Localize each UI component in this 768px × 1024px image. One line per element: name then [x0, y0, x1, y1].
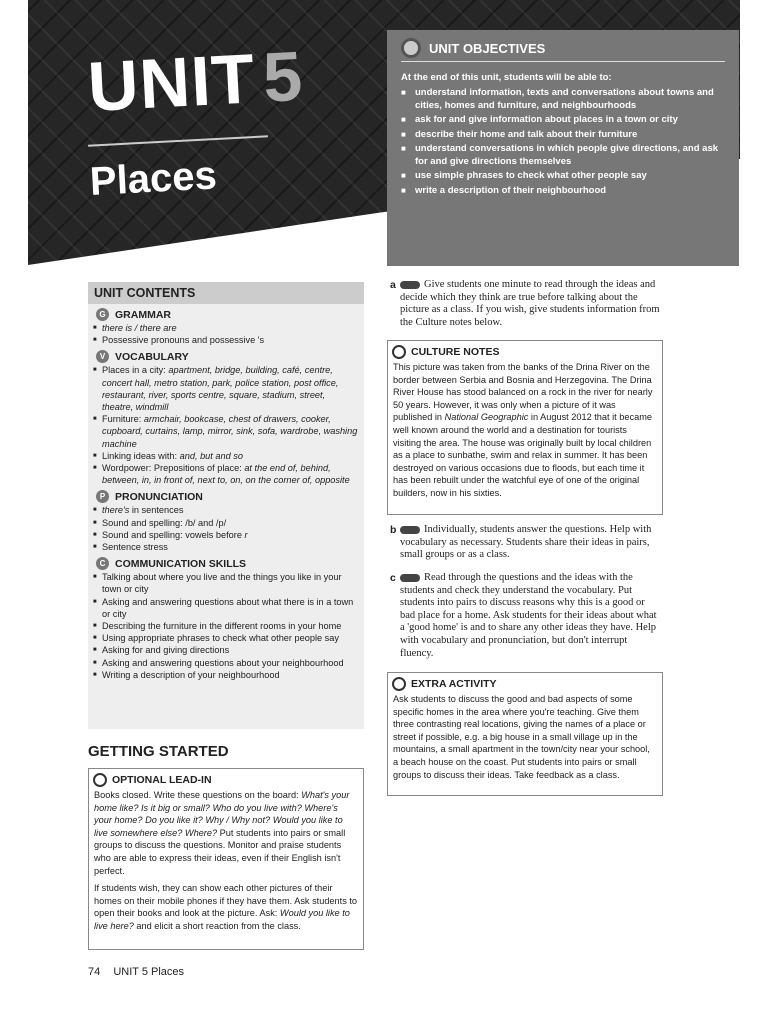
task-letter: b: [390, 524, 397, 536]
pronunciation-heading: [96, 490, 364, 503]
text-run-italic: What's your home like? Is it big or small? Who do you live with? Where's your home? Do you like it? Why / Why not? Would you like to live somewhere else? Where?: [94, 790, 350, 838]
speech-icon: [400, 281, 420, 289]
vocabulary-item: [102, 364, 358, 413]
lead-in-heading: [93, 773, 363, 787]
text-run-italic: National Geographic: [444, 412, 529, 423]
grammar-item: ■ there is / there are: [102, 322, 358, 334]
task-letter: a: [390, 279, 396, 291]
communication-item: ■ Describing the furniture in the different rooms in your home: [102, 620, 358, 632]
item-prefix: Wordpower: Prepositions of place:: [102, 463, 245, 474]
text-run: Books closed. Write these questions on the board:: [94, 790, 302, 800]
communication-list: [88, 571, 364, 681]
item-words: there's: [102, 505, 130, 516]
task-letter: c: [390, 572, 396, 584]
communication-heading: [96, 557, 364, 570]
page-footer: [88, 966, 184, 978]
pronunciation-icon: P: [96, 490, 109, 503]
item-prefix: Furniture:: [102, 414, 144, 425]
item-suffix: in sentences: [129, 505, 184, 516]
vocabulary-icon: V: [96, 350, 109, 363]
text-run: If students wish, they can show each other pictures of their homes on their mobile phones if they have them. Ask students to open their books and look at the picture. Ask:: [94, 883, 358, 919]
item-prefix: Linking ideas with:: [102, 450, 180, 461]
culture-heading: [392, 345, 662, 359]
grammar-title: GRAMMAR: [115, 308, 171, 321]
speech-icon: [400, 574, 420, 582]
vocabulary-item: [102, 450, 358, 462]
communication-title: COMMUNICATION SKILLS: [115, 557, 247, 570]
lead-in-title: OPTIONAL LEAD-IN: [112, 774, 212, 786]
culture-notes-box: [387, 340, 663, 515]
objectives-list: [401, 87, 725, 197]
pronunciation-item: ■ Sentence stress: [102, 541, 358, 553]
grammar-heading: [96, 308, 364, 321]
pronunciation-item: ■ Sound and spelling: /b/ and /p/: [102, 517, 358, 529]
objective-item: ■ describe their home and talk about their furniture: [401, 129, 725, 142]
objectives-title: UNIT OBJECTIVES: [429, 40, 546, 56]
text-run: Put students into pairs or small groups to discuss the questions. Monitor and praise students who are able to express their ideas, even if their English isn't perfect.: [94, 827, 346, 876]
task-c: [390, 572, 662, 660]
lead-in-paragraph: [94, 789, 358, 877]
unit-contents-panel: [88, 282, 364, 729]
extra-title: EXTRA ACTIVITY: [411, 678, 497, 690]
vocabulary-title: VOCABULARY: [115, 350, 189, 363]
pronunciation-list: [88, 504, 364, 553]
task-text: Individually, students answer the questions. Help with vocabulary as necessary. Students share their ideas in pairs, small groups or as a class.: [400, 524, 652, 561]
vocabulary-heading: [96, 350, 364, 363]
communication-item: ■ Talking about where you live and the things you like in your town or city: [102, 571, 358, 595]
globe-icon: [392, 345, 406, 359]
footer-label: UNIT 5 Places: [113, 966, 185, 978]
item-words: at the end of, behind, between, in, in front of, next to, on, on the corner of, opposite: [102, 463, 350, 486]
culture-text: [393, 361, 657, 500]
optional-lead-in-box: [88, 768, 364, 950]
communication-item: ■ Asking and answering questions about your neighbourhood: [102, 657, 358, 669]
objective-item: ■ understand information, texts and conversations about towns and cities, homes and furniture, and neighbourhoods: [401, 87, 725, 112]
communication-item: ■ Asking for and giving directions: [102, 644, 358, 656]
text-run: This picture was taken from the banks of the Drina River on the border between Serbia and Bosnia and Herzegovina. The Drina River House has stood balanced on a rock in the river for nearly 50 years. However, it was only when a picture of it was published in: [393, 362, 653, 423]
lightbulb-icon: [93, 773, 107, 787]
grammar-item: ■ Possessive pronouns and possessive 's: [102, 334, 358, 346]
extra-text: Ask students to discuss the good and bad aspects of some specific homes in the area where you're teaching. Give them three contrasting real locations, giving the names of a place or street if possible, e.g. a big house in a small village up in the mountains, a small apartment in the town/city near your school, a beach house on the coast. Put students into pairs or small groups to discuss their ideas. Take feedback as a class.: [393, 694, 650, 780]
text-run: and elicit a short reaction from the class.: [133, 920, 301, 931]
speech-icon: [400, 526, 420, 534]
grammar-icon: G: [96, 308, 109, 321]
unit-name: Places: [88, 153, 218, 204]
task-text: Read through the questions and the ideas with the students and check they understand the vocabulary. Put students into pairs to discuss reasons why this is a good or bad place for a home. Ask students for their ideas about what a 'good home' is and to share any other ideas they have. Help with vocabulary and pronunciation, but don't interrupt fluency.: [400, 572, 657, 659]
pronunciation-item: [102, 529, 358, 541]
task-b: [390, 524, 662, 562]
pronunciation-title: PRONUNCIATION: [115, 490, 203, 503]
communication-icon: C: [96, 557, 109, 570]
unit-number: 5: [261, 36, 305, 117]
vocabulary-item: [102, 462, 358, 486]
text-run-italic: Would you like to live here?: [94, 908, 350, 931]
communication-item: ■ Writing a description of your neighbourhood: [102, 669, 358, 681]
item-words: armchair, bookcase, chest of drawers, cooker, cupboard, curtains, lamp, mirror, sink, sofa, wardrobe, washing machine: [102, 414, 358, 449]
objective-item: ■ write a description of their neighbourhood: [401, 185, 725, 198]
item-prefix: Sound and spelling: vowels before: [102, 529, 245, 540]
contents-title: UNIT CONTENTS: [88, 282, 364, 304]
unit-title: [85, 36, 305, 126]
item-words: apartment, bridge, building, café, centre, concert hall, metro station, park, police station, post office, restaurant, river, sports centre, square, stadium, street, theatre, windmill: [102, 365, 339, 413]
target-icon: [401, 38, 421, 58]
objective-item: ■ understand conversations in which people give directions, and ask for and give directions themselves: [401, 143, 725, 168]
communication-item: ■ Asking and answering questions about what there is in a town or city: [102, 596, 358, 620]
extra-activity-box: [387, 672, 663, 796]
getting-started-title: GETTING STARTED: [88, 743, 229, 760]
objective-item: ■ ask for and give information about places in a town or city: [401, 114, 725, 127]
item-words: r: [244, 529, 248, 540]
text-run: in August 2012 that it became well known around the world and a destination for tourists visiting the area. The house was originally built by local children as a place to sunbathe, swim and relax in summer. It has been destroyed on various occasions due to floods, but each time it has been rebuilt under the watchful eye of one of the original builders, now in his sixties.: [393, 412, 652, 498]
item-words: and, but and so: [179, 450, 243, 461]
objectives-heading: [401, 38, 725, 62]
objectives-intro: At the end of this unit, students will be able to:: [401, 72, 612, 83]
pronunciation-item: [102, 504, 358, 516]
unit-objectives-panel: [387, 30, 739, 266]
unit-word: UNIT: [85, 39, 258, 126]
objective-item: ■ use simple phrases to check what other people say: [401, 170, 725, 183]
lead-in-paragraph: [94, 882, 358, 932]
culture-title: CULTURE NOTES: [411, 346, 500, 358]
item-prefix: Places in a city:: [102, 365, 169, 376]
page-number: 74: [88, 966, 101, 978]
lightbulb-icon: [392, 677, 406, 691]
grammar-list: [88, 322, 364, 346]
vocabulary-item: [102, 413, 358, 450]
task-a: [390, 279, 662, 329]
extra-heading: [392, 677, 662, 691]
communication-item: ■ Using appropriate phrases to check what other people say: [102, 632, 358, 644]
vocabulary-list: [88, 364, 364, 486]
task-text: Give students one minute to read through the ideas and decide which they think are true before talking about the picture as a class. If you wish, give students information from the Culture notes below.: [400, 279, 660, 328]
